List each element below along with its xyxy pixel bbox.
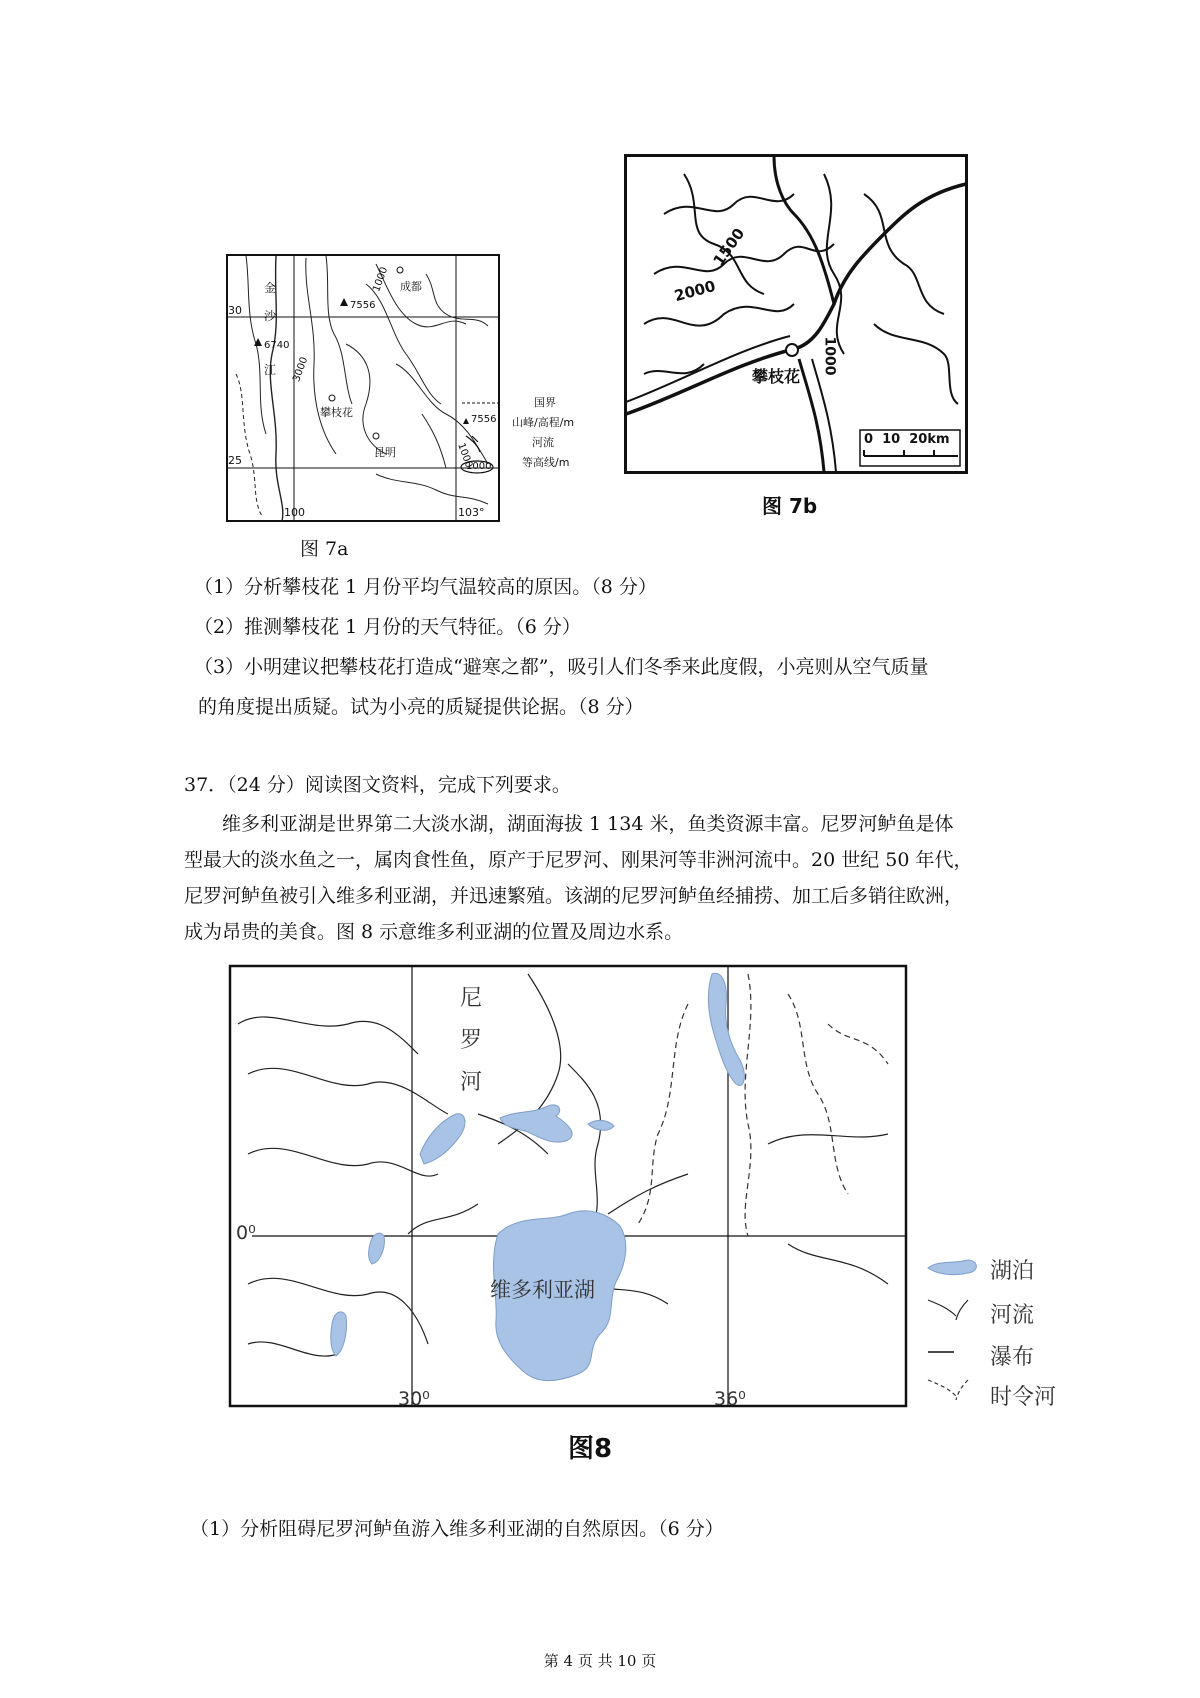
jinsha-char-2: 沙 [264,309,277,323]
lake-victoria-label: 维多利亚湖 [490,1278,595,1302]
q37-para-line-2: 型最大的淡水鱼之一，属肉食性鱼，原产于尼罗河、刚果河等非洲河流中。20 世纪 50 年代， [184,849,973,871]
contour-1000-label: 1000 [821,336,838,376]
lat-0-label: 0⁰ [236,1222,256,1244]
q37-sub1: （1）分析阻碍尼罗河鲈鱼游入维多利亚湖的自然原因。（6 分） [190,1518,724,1540]
lat-30-label: 30 [228,304,242,317]
figure-7b [624,154,968,526]
figure-7a-map [226,254,660,522]
legend-peak-value: 7556 [471,414,497,425]
figure-7a-caption: 图 7a [300,538,349,560]
peak-6740-label: 6740 [264,340,290,351]
q36-sub3-line2: 的角度提出质疑。试为小亮的质疑提供论据。（8 分） [198,696,644,718]
q36-sub1: （1）分析攀枝花 1 月份平均气温较高的原因。（8 分） [194,576,657,598]
contour-3000-label: 3000 [291,355,311,384]
legend-contour-value: 1000 [466,461,492,472]
peak-7556-label: 7556 [350,300,376,311]
contour-1000-label-b: 1000 [455,441,475,470]
lon-103-label: 103° [458,506,485,519]
legend-river-label: 河流 [532,436,554,449]
page-footer: 第 4 页 共 10 页 [543,1652,657,1670]
q37-para-line-4: 成为昂贵的美食。图 8 示意维多利亚湖的位置及周边水系。 [184,921,684,943]
city-panzhihua-label: 攀枝花 [752,367,801,386]
legend-waterfall-label: 瀑布 [990,1345,1035,1370]
figure-8-title: 图8 [568,1434,613,1464]
figure-8-map [228,964,1078,1414]
figure-7b-map [624,154,968,474]
legend-peak-label: 山峰/高程/m [512,416,575,429]
contour-1000-label-a: 1000 [371,265,391,294]
nile-char-1: 尼 [460,986,483,1011]
nile-char-3: 河 [460,1070,483,1095]
contour-2000-label: 2000 [672,276,718,306]
legend-river-label: 河流 [990,1303,1035,1328]
legend-border-label: 国界 [534,396,556,409]
q37-para-line-1: 维多利亚湖是世界第二大淡水湖，湖面海拔 1 134 米，鱼类资源丰富。尼罗河鲈鱼是体 [222,813,954,835]
lon-30-label: 30⁰ [398,1388,430,1410]
contour-1500-label: 1500 [709,224,749,270]
legend-contour-label: 等高线/m [522,456,570,469]
jinsha-char-3: 江 [264,363,277,377]
q37-para-line-3: 尼罗河鲈鱼被引入维多利亚湖，并迅速繁殖。该湖的尼罗河鲈鱼经捕捞、加工后多销往欧洲， [184,885,964,907]
figure-7b-caption: 图 7b [762,494,818,518]
city-kunming-label: 昆明 [374,446,396,459]
lon-100-label: 100 [284,506,305,519]
figure-8 [228,964,1078,1414]
lat-25-label: 25 [228,454,242,467]
lon-36-label: 36⁰ [714,1388,746,1410]
city-panzhihua-label: 攀枝花 [320,406,353,419]
q36-sub3-line1: （3）小明建议把攀枝花打造成“避寒之都”，吸引人们冬季来此度假，小亮则从空气质量 [194,656,929,678]
city-chengdu-label: 成都 [400,280,422,293]
q37-paragraph [184,806,1044,950]
nile-char-2: 罗 [460,1028,483,1053]
legend-seasonal-river-label: 时令河 [990,1385,1057,1410]
scale-bar-label: 0 10 20km [864,432,950,447]
jinsha-char-1: 金 [264,281,277,295]
legend-lake-label: 湖泊 [990,1259,1035,1284]
q36-sub2: （2）推测攀枝花 1 月份的天气特征。（6 分） [194,616,581,638]
figure-7a [226,254,660,522]
q37-header: 37．（24 分）阅读图文资料，完成下列要求。 [184,774,571,796]
